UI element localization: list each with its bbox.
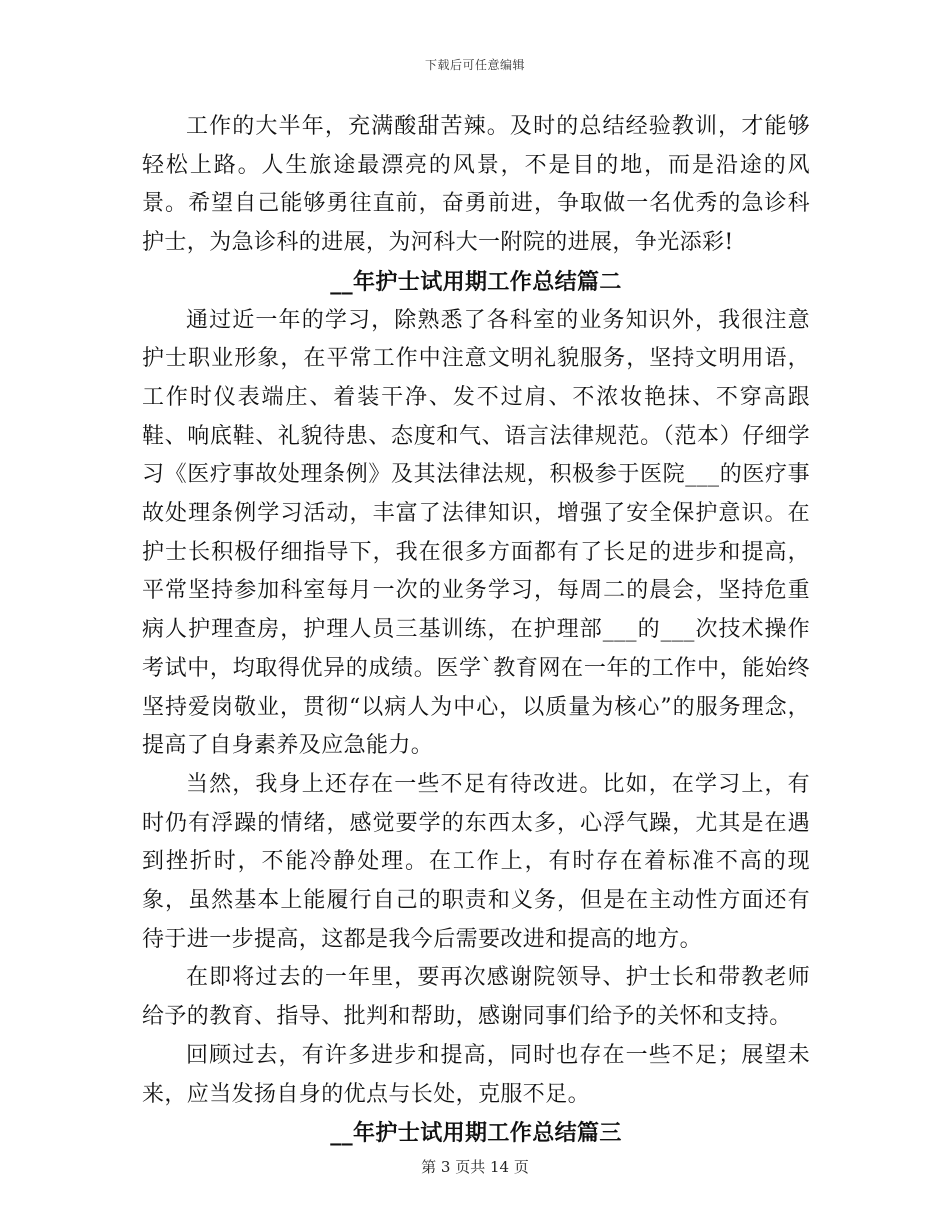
page-footer: 第 3 页共 14 页 — [421, 1158, 529, 1176]
page-header: 下载后可任意编辑 — [424, 58, 525, 72]
body-paragraph: 当然，我身上还存在一些不足有待改进。比如，在学习上，有时仍有浮躁的情绪，感觉要学的东西太多，心浮气躁，尤其是在遇到挫折时，不能冷静处理。在工作上，有时存在着标准不高的现象，虽然基本上能履行自己的职责和义务，但是在主动性方面还有待于进一步提高，这都是我今后需要改进和提高的地方。 — [142, 771, 810, 952]
section-heading: __年护士试用期工作总结篇三 — [330, 1120, 622, 1147]
body-paragraph: 通过近一年的学习，除熟悉了各科室的业务知识外，我很注意护士职业形象，在平常工作中注意文明礼貌服务，坚持文明用语，工作时仪表端庄、着装干净、发不过肩、不浓妆艳抹、不穿高跟鞋、响底鞋、礼貌待患、态度和气、语言法律规范。（范本）仔细学习《医疗事故处理条例》及其法律法规，积极参于医院___的医疗事故处理条例学习活动，丰富了法律知识，增强了安全保护意识。在护士长积极仔细指导下，我在很多方面都有了长足的进步和提高，平常坚持参加科室每月一次的业务学习，每周二的晨会，坚持危重病人护理查房，护理人员三基训练，在护理部___的___次技术操作考试中，均取得优异的成绩。医学`教育网在一年的工作中，能始终坚持爱岗敬业，贯彻“以病人为中心，以质量为核心”的服务理念，提高了自身素养及应急能力。 — [142, 307, 810, 759]
document-body — [142, 108, 810, 1153]
body-paragraph: 在即将过去的一年里，要再次感谢院领导、护士长和带教老师给予的教育、指导、批判和帮助，感谢同事们给予的关怀和支持。 — [142, 965, 810, 1030]
body-paragraph: 工作的大半年，充满酸甜苦辣。及时的总结经验教训，才能够轻松上路。人生旅途最漂亮的风景，不是目的地，而是沿途的风景。希望自己能够勇往直前，奋勇前进，争取做一名优秀的急诊科护士，为急诊科的进展，为河科大一附院的进展，争光添彩! — [142, 114, 810, 256]
body-paragraph: 回顾过去，有许多进步和提高，同时也存在一些不足；展望未来，应当发扬自身的优点与长处，克服不足。 — [142, 1042, 810, 1107]
section-heading: __年护士试用期工作总结篇二 — [330, 268, 622, 295]
